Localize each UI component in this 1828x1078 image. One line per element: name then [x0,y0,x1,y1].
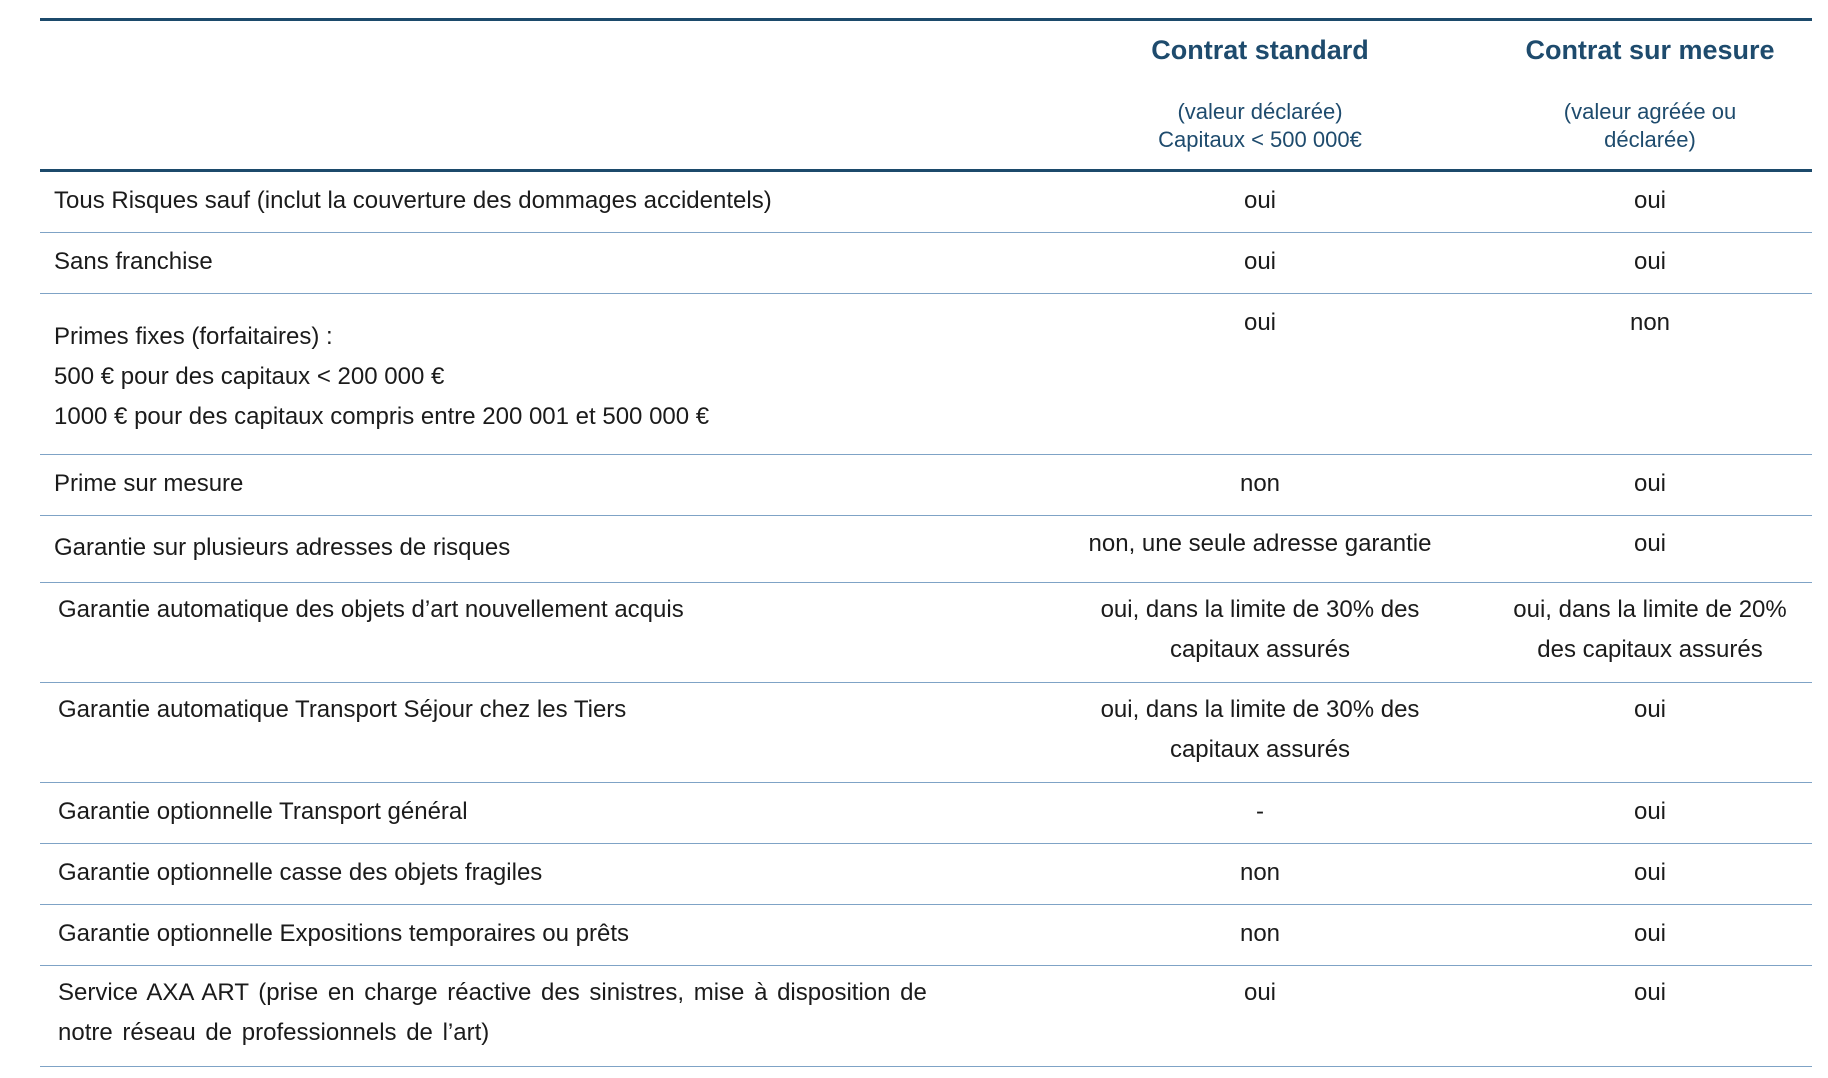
row-label: Prime sur mesure [54,470,244,497]
comparison-table [40,18,1812,1067]
row-standard-value: non [1239,470,1281,497]
row-custom-value: oui [1633,470,1667,497]
row-standard-value: oui [1243,979,1277,1006]
header-standard-subtitle: (valeur déclarée) Capitaux < 500 000€ [1158,99,1362,152]
table-row [40,233,1812,294]
table-row [40,583,1812,683]
table-row [40,683,1812,783]
row-standard-value: non [1239,920,1281,947]
row-custom-value: oui [1633,696,1667,723]
row-custom-value: oui [1633,530,1667,557]
row-standard-value: non [1239,859,1281,886]
row-label: Sans franchise [54,248,213,275]
row-custom-value: oui [1633,798,1667,825]
row-label: Garantie sur plusieurs adresses de risques [54,534,511,561]
header-custom-title: Contrat sur mesure [1525,35,1775,65]
header-standard-title: Contrat standard [1151,35,1369,65]
table-row [40,844,1812,905]
table-row [40,294,1812,455]
row-label: Garantie automatique Transport Séjour chez les Tiers [58,696,627,723]
row-standard-value: non, une seule adresse garantie [1088,530,1432,557]
row-label: Garantie automatique des objets d’art nouvellement acquis [58,596,684,623]
row-standard-value: oui [1243,248,1277,275]
row-label: Tous Risques sauf (inclut la couverture des dommages accidentels) [54,187,772,214]
row-standard-value: oui, dans la limite de 30% des capitaux assurés [1100,696,1420,763]
row-custom-value: oui [1633,859,1667,886]
row-custom-value: oui [1633,187,1667,214]
header-standard [1090,21,1430,154]
table-row [40,905,1812,966]
row-label: Garantie optionnelle Expositions temporaires ou prêts [58,920,629,947]
header-custom-subtitle: (valeur agréée ou déclarée) [1563,99,1737,152]
row-label: Garantie optionnelle casse des objets fragiles [58,859,543,886]
table-row [40,783,1812,844]
row-custom-value: oui, dans la limite de 20% des capitaux assurés [1513,596,1787,663]
table-row [40,455,1812,516]
row-standard-value: oui [1243,187,1277,214]
table-row [40,516,1812,583]
header-custom [1480,21,1820,154]
row-standard-value: oui [1243,309,1277,336]
row-custom-value: oui [1633,248,1667,275]
table-row [40,966,1812,1067]
row-custom-value: oui [1633,979,1667,1006]
table-header [40,21,1812,172]
row-standard-value: - [1256,798,1264,825]
row-label: Primes fixes (forfaitaires) : 500 € pour des capitaux < 200 000 € 1000 € pour des capitaux compris entre 200 001 et 500 000 € [54,323,710,430]
row-custom-value: non [1629,309,1671,336]
table-row [40,172,1812,233]
row-label: Service AXA ART (prise en charge réactive des sinistres, mise à disposition de notre réseau de professionnels de l’art) [58,979,927,1046]
row-standard-value: oui, dans la limite de 30% des capitaux assurés [1100,596,1420,663]
row-label: Garantie optionnelle Transport général [58,798,468,825]
row-custom-value: oui [1633,920,1667,947]
